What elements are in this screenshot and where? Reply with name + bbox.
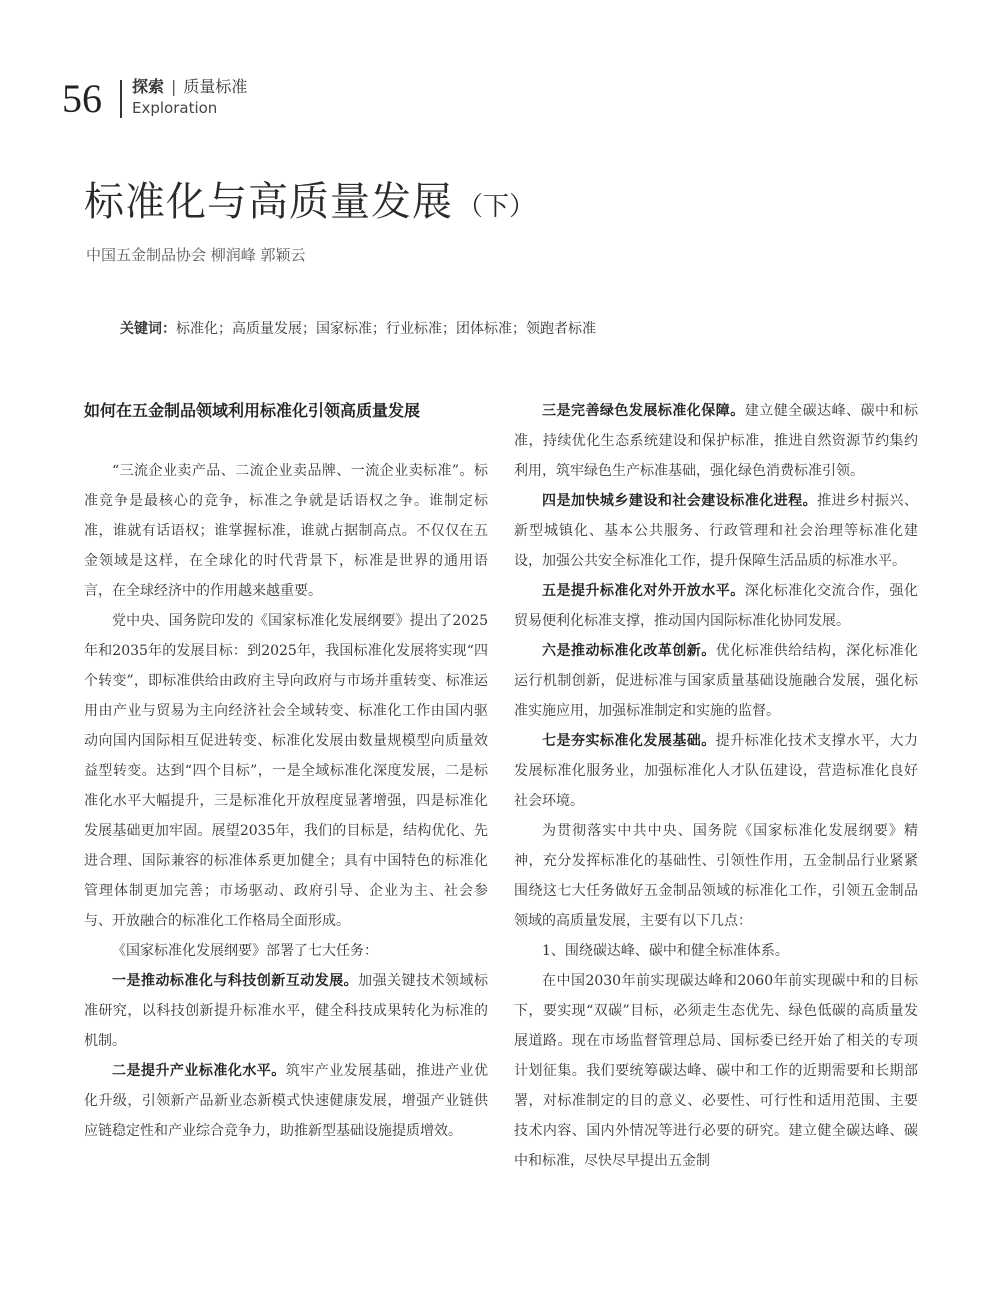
keywords-label: 关键词： xyxy=(120,321,176,337)
header-divider xyxy=(120,80,122,118)
paragraph: 1、围绕碳达峰、碳中和健全标准体系。 xyxy=(542,943,789,959)
keywords-list: 标准化；高质量发展；国家标准；行业标准；团体标准；领跑者标准 xyxy=(176,321,596,337)
task-lead: 三是完善绿色发展标准化保障。 xyxy=(542,403,745,419)
paragraph: 《国家标准化发展纲要》部署了七大任务： xyxy=(112,943,378,959)
task-text: 筑牢产业发展基础，推进产业优化升级，引领新产品新业态新模式快速健康发展，增强产业链供应链稳定性和产业综合竞争力，助推新型基础设施提质增效。 xyxy=(84,1063,489,1139)
task-lead: 二是提升产业标准化水平。 xyxy=(112,1063,286,1079)
paragraph xyxy=(514,636,918,726)
task-lead: 一是推动标准化与科技创新互动发展。 xyxy=(112,973,359,989)
paragraph xyxy=(514,576,918,636)
paragraph: 为贯彻落实中共中央、国务院《国家标准化发展纲要》精神，充分发挥标准化的基础性、引领性作用，五金制品行业紧紧围绕这七大任务做好五金制品领域的标准化工作，引领五金制品领域的高质量发展，主要有以下几点： xyxy=(514,823,918,929)
task-text: 加强关键技术领域标准研究，以科技创新提升标准水平，健全科技成果转化为标准的机制。 xyxy=(84,973,489,1049)
article-title-main: 标准化与高质量发展 xyxy=(84,179,453,225)
section-label: 探索 xyxy=(132,77,165,96)
task-text: 优化标准供给结构，深化标准化运行机制创新，促进标准与国家质量基础设施融合发展，强化标准实施应用，加强标准制定和实施的监督。 xyxy=(514,643,919,719)
paragraph xyxy=(514,486,918,576)
paragraph xyxy=(514,396,918,486)
task-text: 提升标准化技术支撑水平，大力发展标准化服务业，加强标准化人才队伍建设，营造标准化良好社会环境。 xyxy=(514,733,919,809)
header-separator: | xyxy=(171,77,177,96)
task-lead: 七是夯实标准化发展基础。 xyxy=(542,733,716,749)
article-title-suffix: （下） xyxy=(457,192,536,222)
left-column xyxy=(84,396,488,1146)
article-authors: 中国五金制品协会 柳润峰 郭颖云 xyxy=(86,246,306,264)
task-lead: 五是提升标准化对外开放水平。 xyxy=(542,583,745,599)
task-text: 深化标准化交流合作，强化贸易便利化标准支撑，推动国内国际标准化协同发展。 xyxy=(514,583,919,629)
article-title xyxy=(84,172,535,237)
header-labels xyxy=(132,76,247,118)
category-label: 质量标准 xyxy=(183,77,248,96)
header-section-line xyxy=(132,76,247,98)
paragraph: “三流企业卖产品、二流企业卖品牌、一流企业卖标准”。标准竞争是最核心的竞争，标准之争就是话语权之争。谁制定标准，谁就有话语权；谁掌握标准，谁就占据制高点。不仅仅在五金领域是这样，在全球化的时代背景下，标准是世界的通用语言，在全球经济中的作用越来越重要。 xyxy=(84,463,488,599)
page-number: 56 xyxy=(62,76,102,121)
paragraph xyxy=(84,1056,488,1146)
section-heading: 如何在五金制品领域利用标准化引领高质量发展 xyxy=(84,401,421,420)
section-english-label: Exploration xyxy=(132,99,218,117)
paragraph xyxy=(514,726,918,816)
task-lead: 六是推动标准化改革创新。 xyxy=(542,643,716,659)
paragraph: 在中国2030年前实现碳达峰和2060年前实现碳中和的目标下，要实现“双碳”目标，必须走生态优先、绿色低碳的高质量发展道路。现在市场监督管理总局、国标委已经开始了相关的专项计划征集。我们要统筹碳达峰、碳中和工作的近期需要和长期部署，对标准制定的目的意义、必要性、可行性和适用范围、主要技术内容、国内外情况等进行必要的研究。建立健全碳达峰、碳中和标准，尽快尽早提出五金制 xyxy=(514,973,918,1169)
paragraph: 党中央、国务院印发的《国家标准化发展纲要》提出了2025年和2035年的发展目标：到2025年，我国标准化发展将实现“四个转变”，即标准供给由政府主导向政府与市场并重转变、标准运用由产业与贸易为主向经济社会全域转变、标准化工作由国内驱动向国内国际相互促进转变、标准化发展由数量规模型向质量效益型转变。达到“四个目标”，一是全域标准化深度发展，二是标准化水平大幅提升，三是标准化开放程度显著增强，四是标准化发展基础更加牢固。展望2035年，我们的目标是，结构优化、先进合理、国际兼容的标准体系更加健全；具有中国特色的标准化管理体制更加完善；市场驱动、政府引导、企业为主、社会参与、开放融合的标准化工作格局全面形成。 xyxy=(84,613,488,929)
task-text: 推进乡村振兴、新型城镇化、基本公共服务、行政管理和社会治理等标准化建设，加强公共安全标准化工作，提升保障生活品质的标准水平。 xyxy=(514,493,919,569)
task-text: 建立健全碳达峰、碳中和标准，持续优化生态系统建设和保护标准，推进自然资源节约集约利用，筑牢绿色生产标准基础，强化绿色消费标准引领。 xyxy=(514,403,919,479)
task-lead: 四是加快城乡建设和社会建设标准化进程。 xyxy=(542,493,818,509)
right-column xyxy=(514,396,918,1176)
paragraph xyxy=(84,966,488,1056)
keywords xyxy=(120,316,596,342)
